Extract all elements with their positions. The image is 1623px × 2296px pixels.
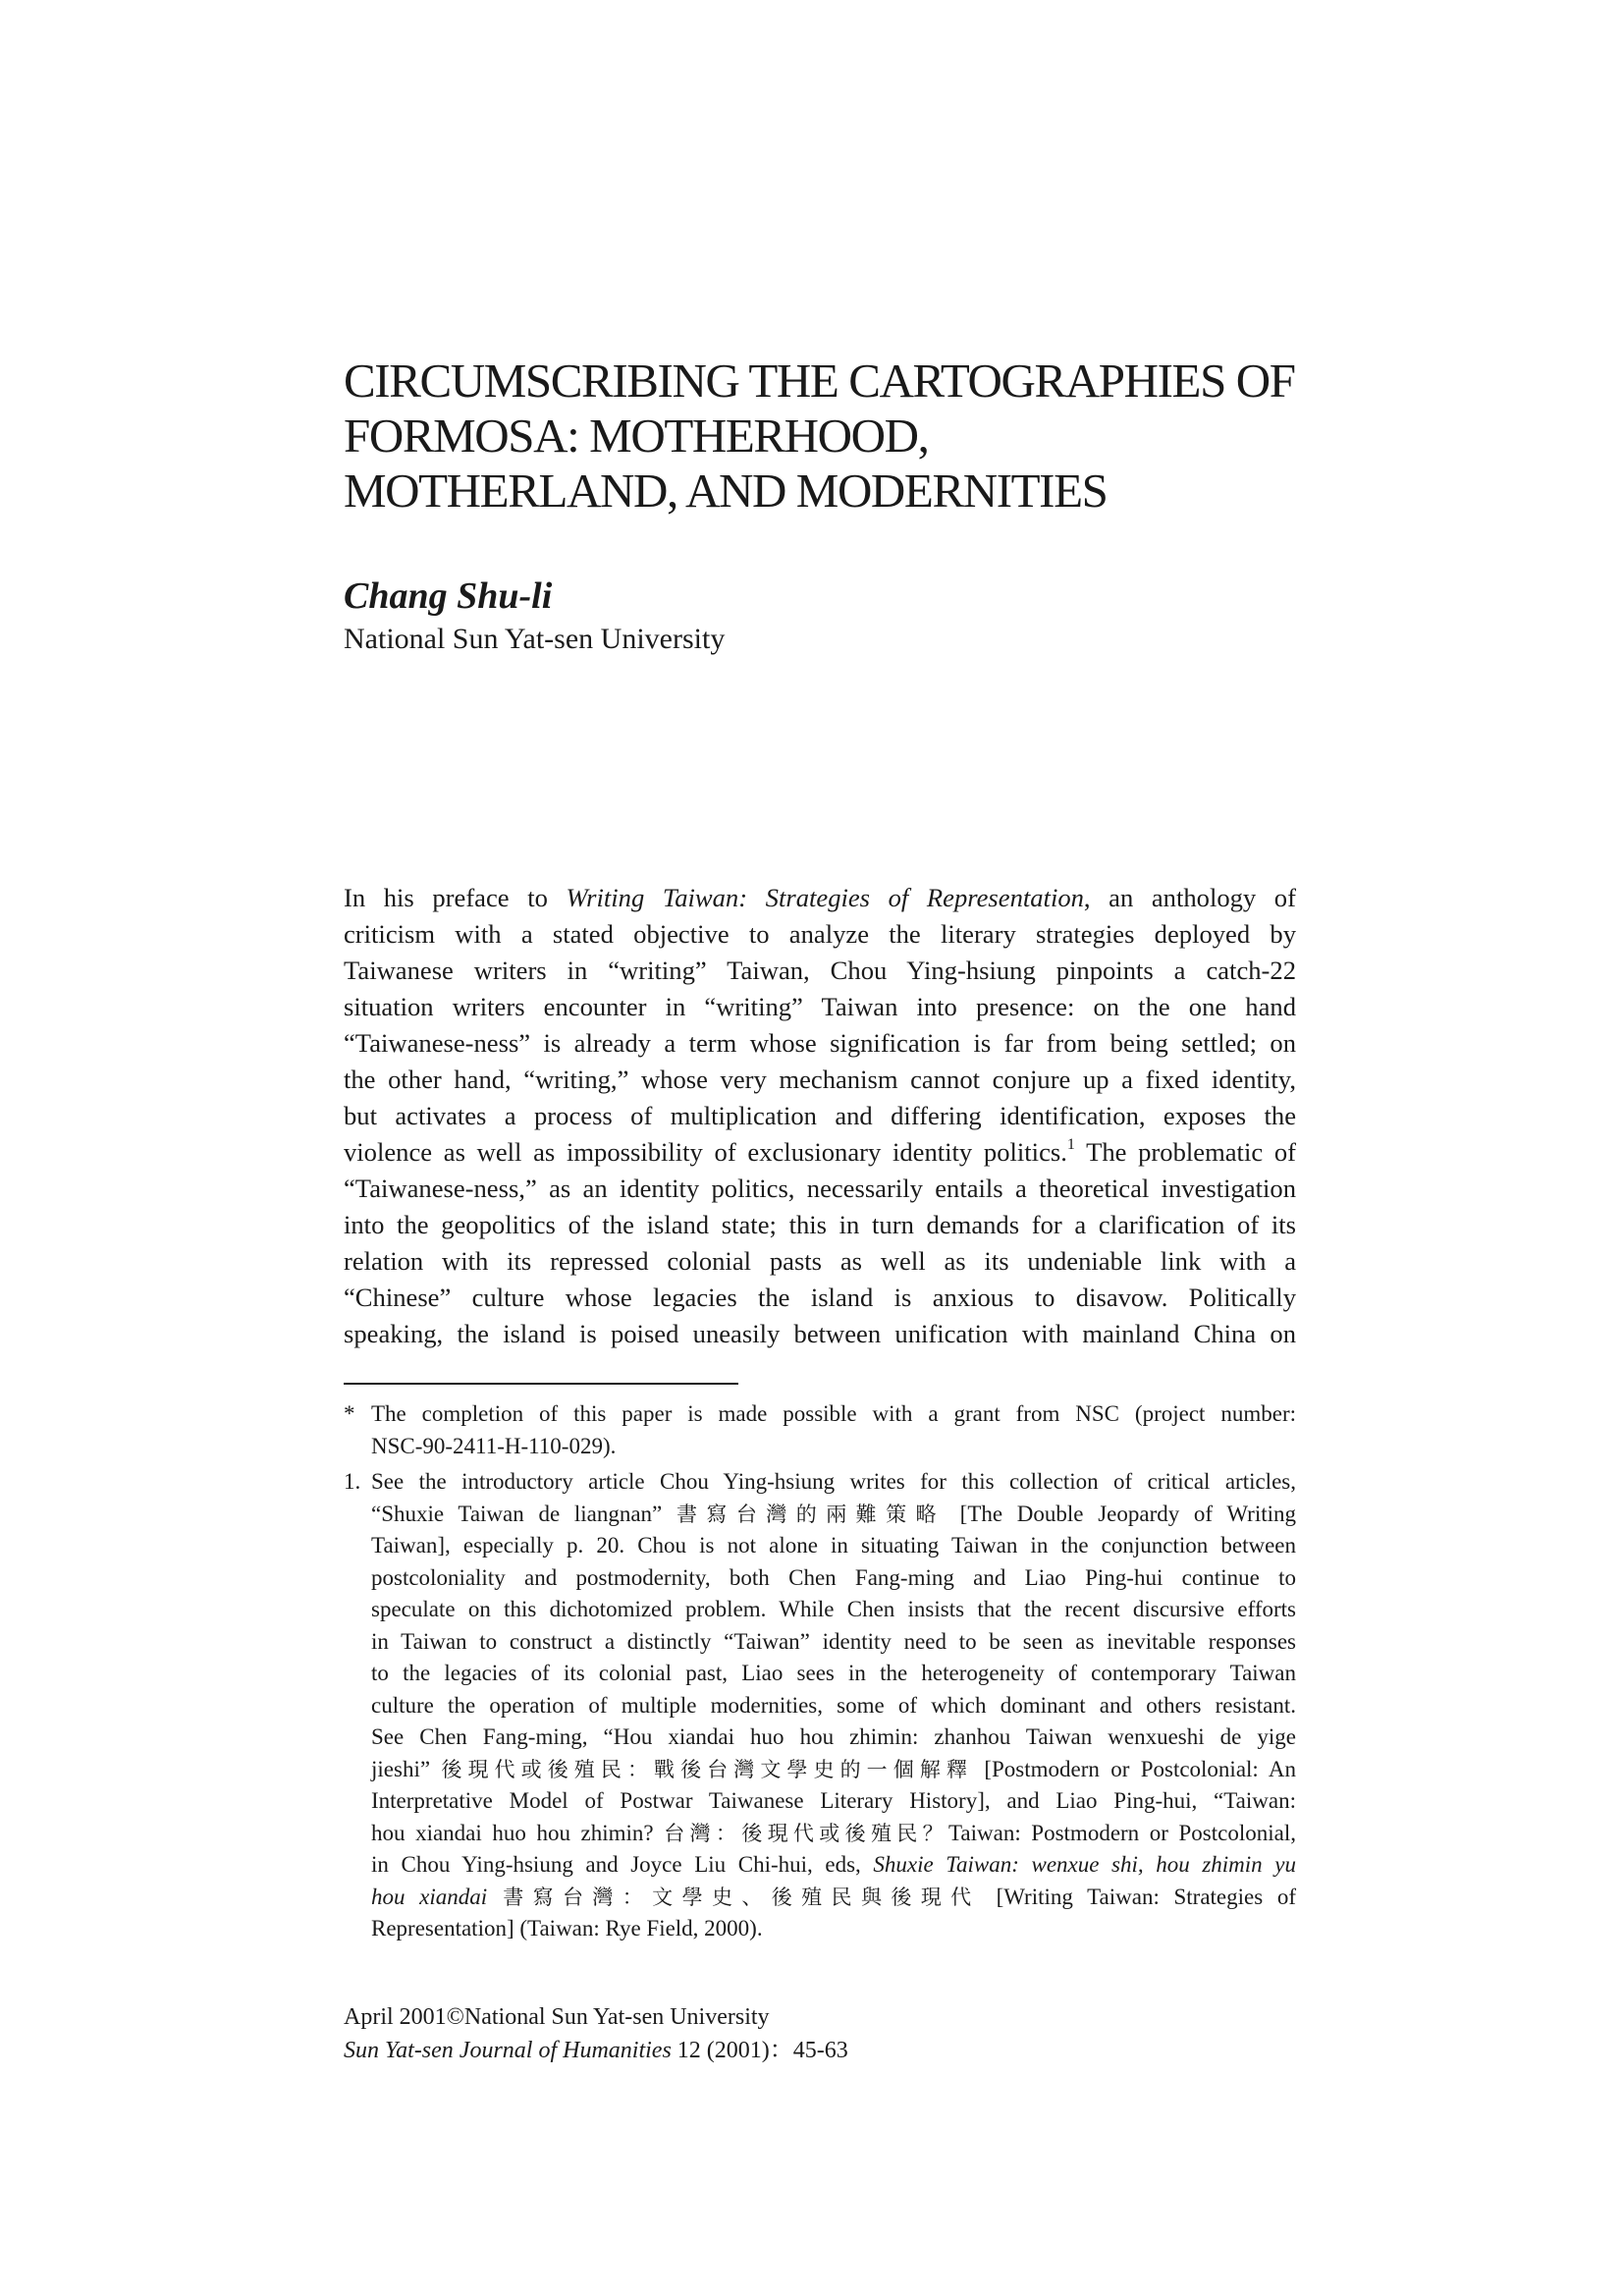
- footnote-line: [371, 1849, 1296, 1882]
- footnote-star: [344, 1398, 1296, 1462]
- footnote-line: [371, 1499, 1296, 1531]
- footnote-text-span: Taiwan: Postmodern or Postcolonial,: [947, 1820, 1296, 1845]
- footnote-text-span: [Postmodern or Postcolonial: An: [973, 1756, 1296, 1781]
- body-line: [344, 880, 1296, 916]
- body-text-span: , an anthology of: [1083, 883, 1296, 912]
- footnote-line: to the legacies of its colonial past, Liao sees in the heterogeneity of contemporary Taiwan: [371, 1661, 1296, 1685]
- body-line: “Chinese” culture whose legacies the island is anxious to disavow. Politically: [344, 1283, 1296, 1312]
- footnote-line: postcoloniality and postmodernity, both Chen Fang-ming and Liao Ping-hui continue to: [371, 1564, 1296, 1590]
- book-title: Writing Taiwan: Strategies of Representation: [566, 883, 1084, 912]
- body-line: Taiwanese writers in “writing” Taiwan, Chou Ying-hsiung pinpoints a catch-22: [344, 956, 1296, 985]
- footnote-text-span: in Chou Ying-hsiung and Joyce Liu Chi-hui, eds,: [371, 1852, 874, 1877]
- body-line: relation with its repressed colonial pasts as well as its undeniable link with a: [344, 1246, 1296, 1276]
- footnote-text-span: jieshi”: [371, 1756, 442, 1781]
- body-line: into the geopolitics of the island state; this in turn demands for a clarification of its: [344, 1210, 1296, 1239]
- footnote-text-span: “Shuxie Taiwan de liangnan”: [371, 1501, 676, 1526]
- footnote-line: See Chen Fang-ming, “Hou xiandai huo hou zhimin: zhanhou Taiwan wenxueshi de yige: [371, 1724, 1296, 1749]
- footnote-line: Taiwan], especially p. 20. Chou is not alone in situating Taiwan in the conjunction between: [371, 1533, 1296, 1558]
- footnotes: [344, 1398, 1296, 1945]
- footnote-mark: 1.: [344, 1469, 361, 1494]
- footnote-line: Interpretative Model of Postwar Taiwanese Literary History], and Liao Ping-hui, “Taiwan:: [371, 1788, 1296, 1813]
- author-affiliation: National Sun Yat-sen University: [344, 623, 726, 655]
- body-line: but activates a process of multiplication and differing identification, exposes the: [344, 1101, 1296, 1130]
- footnote-text-span: hou xiandai huo hou zhimin?: [371, 1820, 665, 1845]
- footnote-text-span: [The Double Jeopardy of Writing: [945, 1501, 1296, 1526]
- book-title: hou xiandai: [371, 1884, 488, 1909]
- body-line: “Taiwanese-ness” is already a term whose signification is far from being settled; on: [344, 1028, 1296, 1058]
- publication-footer: [344, 2000, 848, 2067]
- paper-title: [344, 354, 1306, 519]
- footnote-line: [371, 1882, 1296, 1914]
- body-line: the other hand, “writing,” whose very mechanism cannot conjure up a fixed identity,: [344, 1065, 1296, 1094]
- chinese-title: 書寫台灣的兩難策略: [676, 1502, 946, 1526]
- body-text-span: The problematic of: [1074, 1137, 1296, 1167]
- footnote-line: NSC-90-2411-H-110-029).: [371, 1433, 617, 1458]
- footnote-line: [371, 1754, 1296, 1786]
- footnote-1: [344, 1466, 1296, 1945]
- footnote-reference[interactable]: 1: [1066, 1136, 1075, 1153]
- footnote-line: culture the operation of multiple modernities, some of which dominant and others resistant.: [371, 1692, 1296, 1718]
- body-text-span: In his preface to: [344, 883, 567, 912]
- footnote-separator: [344, 1383, 738, 1385]
- journal-citation: [344, 2034, 848, 2067]
- journal-name: Sun Yat-sen Journal of Humanities: [344, 2038, 672, 2063]
- journal-volume-pages: 12 (2001)：45-63: [671, 2038, 848, 2063]
- footnote-line: See the introductory article Chou Ying-hsiung writes for this collection of critical articles,: [371, 1469, 1296, 1494]
- footnote-mark: *: [344, 1401, 355, 1426]
- title-line: MOTHERLAND, AND MODERNITIES: [344, 464, 1108, 518]
- footnote-line: The completion of this paper is made possible with a grant from NSC (project number:: [371, 1401, 1296, 1426]
- title-line: CIRCUMSCRIBING THE CARTOGRAPHIES OF: [344, 354, 1295, 408]
- chinese-title: 後現代或後殖民：戰後台灣文學史的一個解釋: [441, 1757, 973, 1781]
- body-line: speaking, the island is poised uneasily between unification with mainland China on: [344, 1319, 1296, 1348]
- title-line: FORMOSA: MOTHERHOOD,: [344, 409, 929, 463]
- author-name: Chang Shu-li: [344, 575, 553, 617]
- footnote-text-span: [Writing Taiwan: Strategies of: [996, 1884, 1296, 1909]
- copyright-line: April 2001©National Sun Yat-sen University: [344, 2004, 770, 2030]
- chinese-title: 書寫台灣：文學史、後殖民與後現代: [487, 1885, 997, 1909]
- body-line: situation writers encounter in “writing” Taiwan into presence: on the one hand: [344, 992, 1296, 1021]
- footnote-line: [371, 1818, 1296, 1850]
- body-text-span: violence as well as impossibility of exclusionary identity politics.: [344, 1137, 1067, 1167]
- footnote-line: in Taiwan to construct a distinctly “Taiwan” identity need to be seen as inevitable responses: [371, 1628, 1296, 1654]
- footnote-line: Representation] (Taiwan: Rye Field, 2000).: [371, 1916, 763, 1941]
- body-paragraph: [344, 880, 1296, 1352]
- body-line: “Taiwanese-ness,” as an identity politics, necessarily entails a theoretical investigation: [344, 1174, 1296, 1203]
- body-line: [344, 1134, 1296, 1171]
- footnote-line: speculate on this dichotomized problem. While Chen insists that the recent discursive efforts: [371, 1597, 1296, 1621]
- chinese-title: 台灣：後現代或後殖民？: [664, 1821, 948, 1845]
- book-title: Shuxie Taiwan: wenxue shi, hou zhimin yu: [873, 1852, 1296, 1877]
- body-line: criticism with a stated objective to analyze the literary strategies deployed by: [344, 919, 1296, 949]
